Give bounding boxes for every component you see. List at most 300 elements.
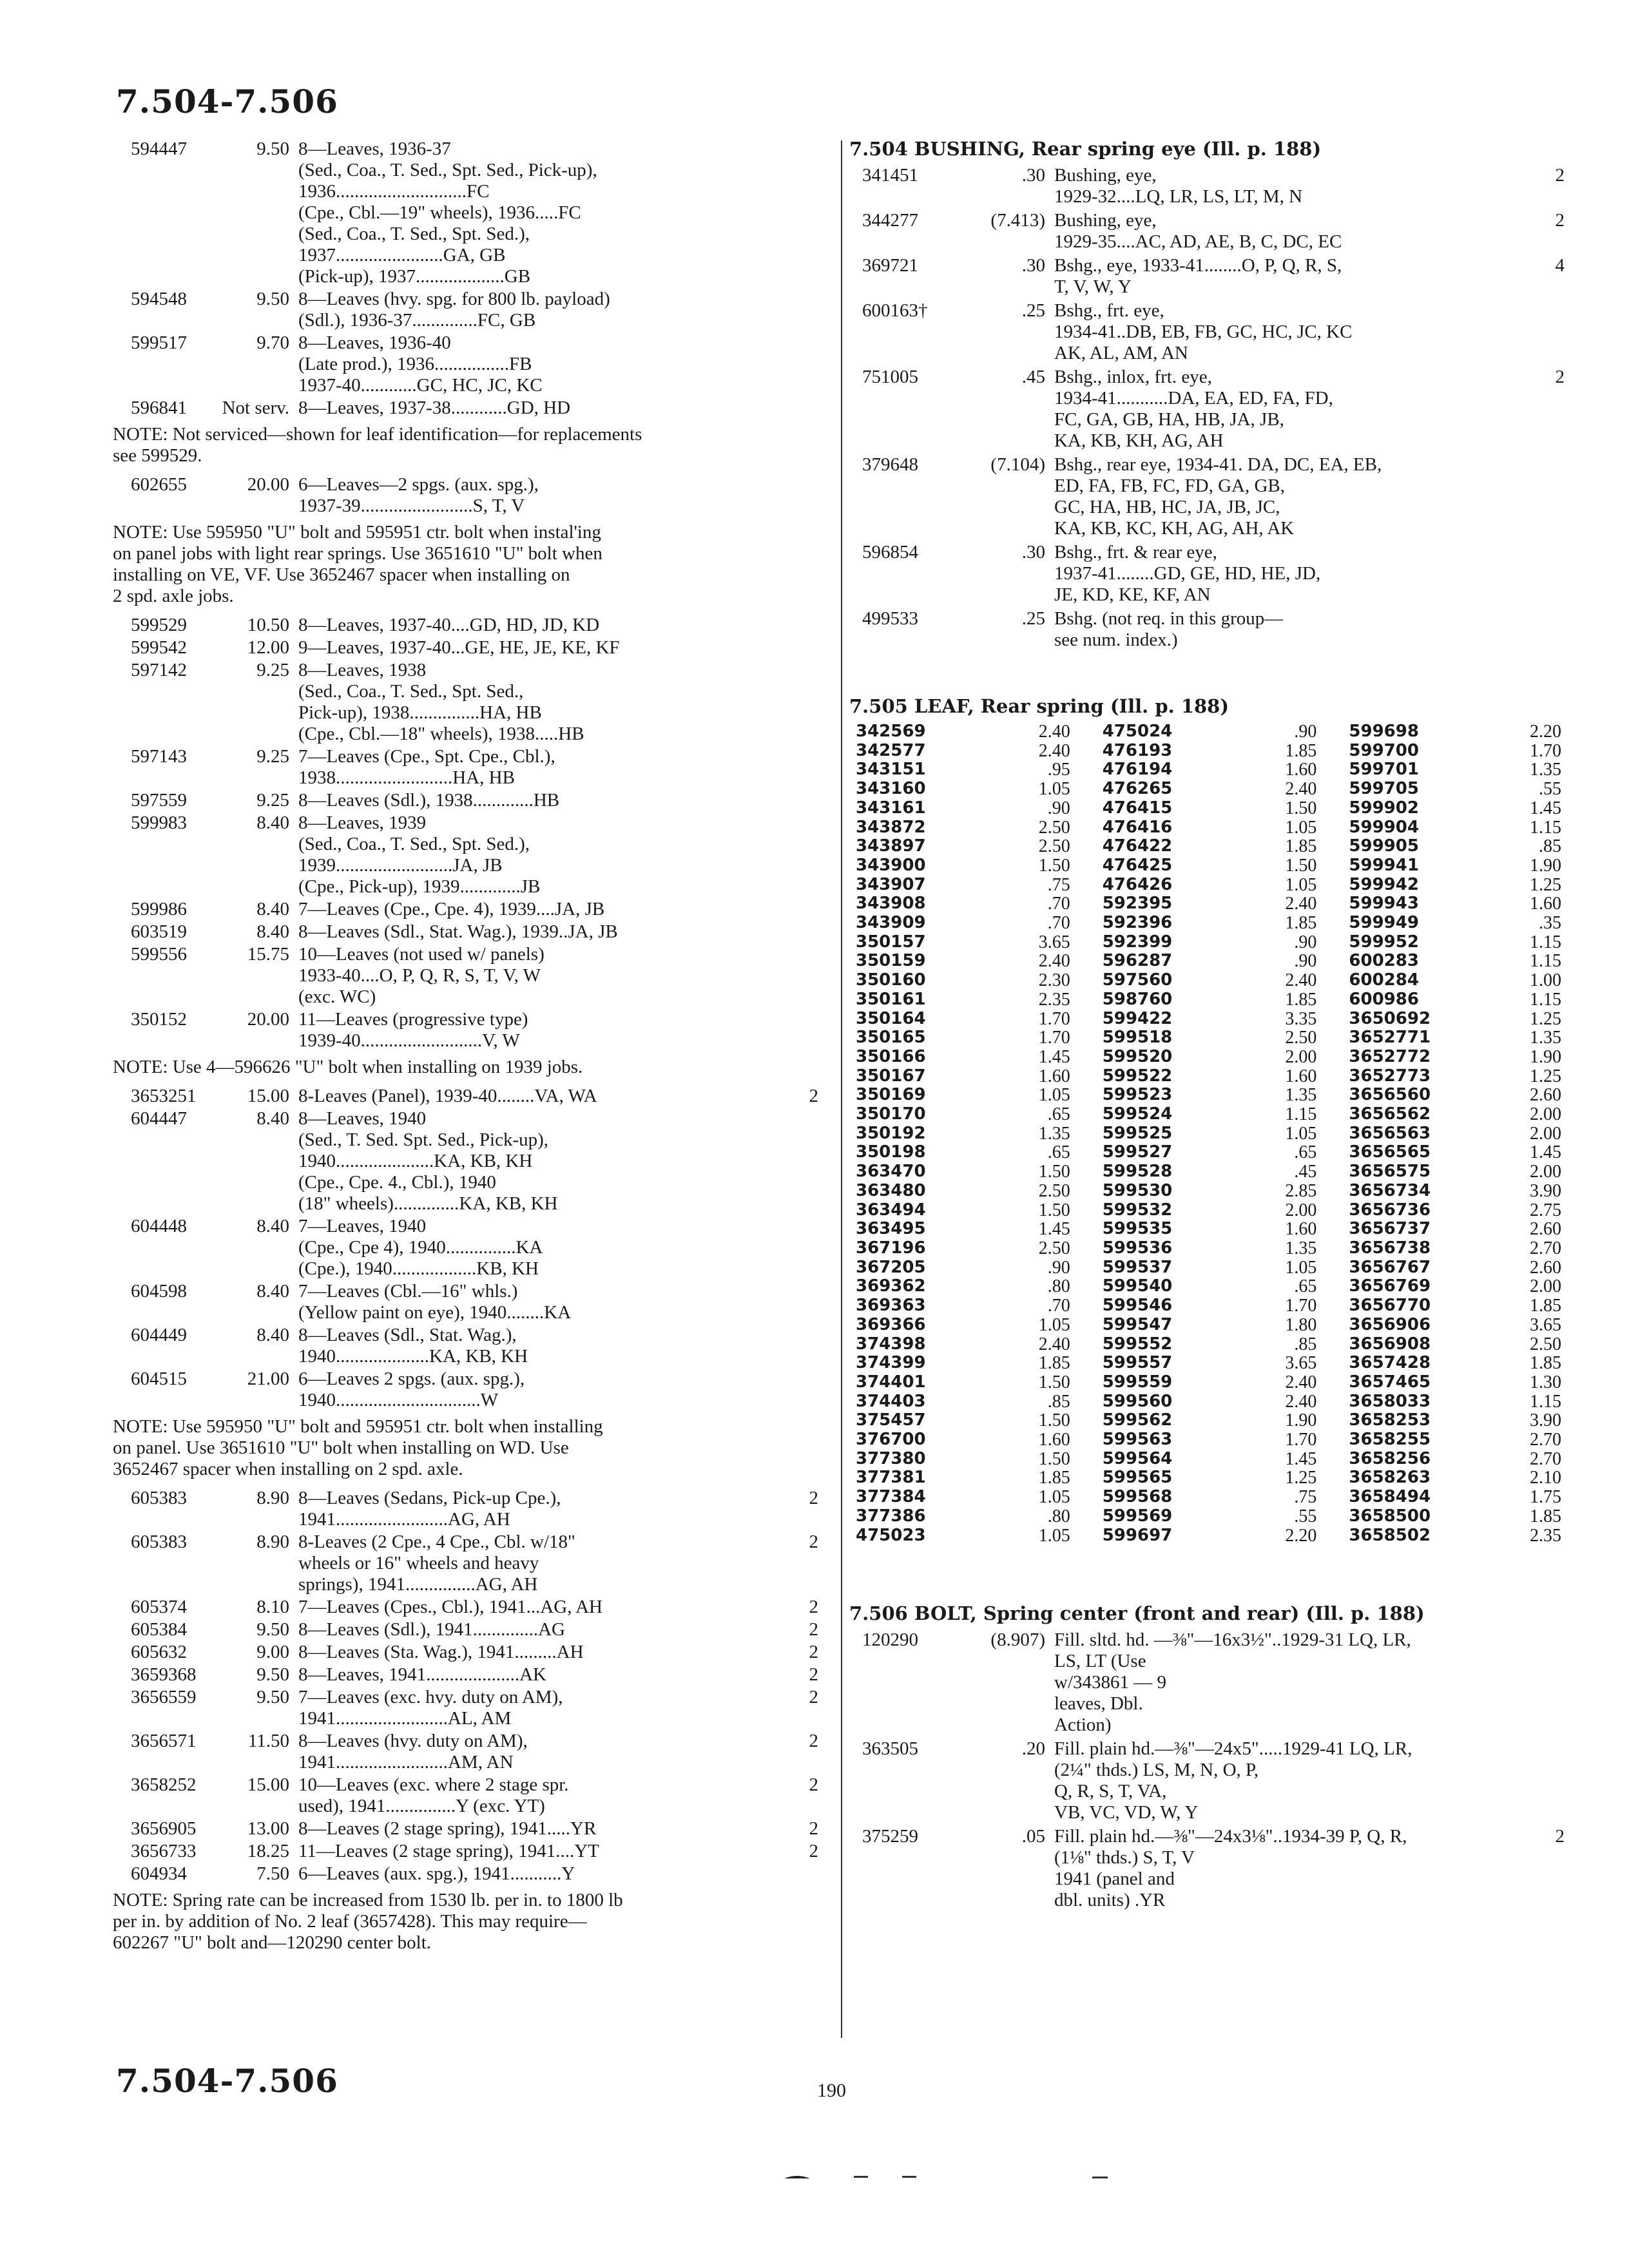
leaf-price: 1.60 <box>1530 894 1561 914</box>
part-price: 11.50 <box>247 1731 289 1751</box>
part-entry <box>113 1687 818 1729</box>
leaf-part-number: 350165 <box>856 1028 926 1048</box>
part-entry <box>113 615 818 636</box>
leaf-price: 2.40 <box>1285 970 1317 991</box>
part-description: 7—Leaves (Cpes., Cbl.), 1941...AG, AH <box>298 1597 603 1617</box>
part-number: 604598 <box>131 1281 187 1302</box>
leaf-part-number: 3652772 <box>1349 1046 1431 1066</box>
table-row <box>856 1028 1561 1048</box>
part-entry <box>113 289 818 331</box>
part-number: 604448 <box>131 1216 187 1236</box>
leaf-part-number: 599557 <box>1102 1353 1173 1373</box>
bushing-list <box>849 165 1565 651</box>
leaf-part-number: 3658255 <box>1349 1430 1431 1450</box>
part-quantity <box>1536 1629 1565 1736</box>
leaf-price: .65 <box>1047 1142 1070 1163</box>
leaf-part-number: 367205 <box>856 1257 926 1277</box>
part-price: 9.50 <box>256 1664 289 1685</box>
part-quantity: 2 <box>809 1619 818 1640</box>
table-row <box>856 1086 1561 1105</box>
leaf-part-number: 592395 <box>1102 894 1173 914</box>
part-number: 369721 <box>862 255 918 276</box>
leaf-price: 2.50 <box>1038 817 1070 838</box>
leaf-part-number: 3656560 <box>1349 1085 1431 1105</box>
leaf-part-number: 377384 <box>856 1487 926 1507</box>
table-row <box>856 952 1561 971</box>
part-price: .25 <box>1021 300 1045 321</box>
leaf-price: .55 <box>1539 779 1561 800</box>
part-entry <box>113 1532 818 1595</box>
part-number: 604447 <box>131 1108 187 1129</box>
part-number: 597142 <box>131 660 187 680</box>
leaf-price: 1.35 <box>1530 1028 1561 1048</box>
part-quantity <box>790 139 818 287</box>
part-price: 9.25 <box>256 790 289 811</box>
part-quantity <box>790 1863 818 1885</box>
leaf-price: 1.25 <box>1530 1066 1561 1086</box>
part-description: 8-Leaves (2 Cpe., 4 Cpe., Cbl. w/18" wheels or 16" wheels and heavy springs), 1941...............AG, AH <box>298 1532 575 1595</box>
part-price: 8.40 <box>256 1108 289 1129</box>
column-divider <box>841 140 842 2038</box>
leaf-part-number: 363470 <box>856 1162 926 1182</box>
leaf-price: 3.65 <box>1285 1353 1317 1374</box>
part-quantity <box>790 746 818 789</box>
part-entry <box>113 660 818 745</box>
part-description: 11—Leaves (progressive type) 1939-40..........................V, W <box>298 1009 528 1051</box>
part-entry <box>113 1664 818 1686</box>
table-row <box>856 933 1561 952</box>
leaf-price: 2.60 <box>1530 1219 1561 1240</box>
part-number: 599983 <box>131 812 187 833</box>
part-number: 499533 <box>862 608 918 629</box>
leaf-price: 1.70 <box>1285 1430 1317 1450</box>
leaf-part-number: 599942 <box>1349 874 1419 894</box>
part-price: .05 <box>1021 1826 1045 1847</box>
part-price: .30 <box>1021 165 1045 186</box>
part-description: 6—Leaves (aux. spg.), 1941...........Y <box>298 1863 575 1884</box>
part-number: 604934 <box>131 1863 187 1884</box>
part-quantity <box>790 921 818 943</box>
leaf-price: 3.65 <box>1038 932 1070 952</box>
leaf-price: 2.40 <box>1038 951 1070 972</box>
table-row <box>856 1201 1561 1220</box>
section-heading-bolt: 7.506 BOLT, Spring center (front and rear) (Ill. p. 188) <box>849 1602 1425 1625</box>
leaf-part-number: 350169 <box>856 1085 926 1105</box>
part-number: 605383 <box>131 1488 187 1508</box>
part-price: (7.413) <box>990 210 1045 231</box>
leaf-price: .85 <box>1294 1334 1317 1354</box>
leaf-price: 1.05 <box>1038 1525 1070 1546</box>
leaf-part-number: 343872 <box>856 817 926 837</box>
leaf-part-number: 343900 <box>856 855 926 875</box>
leaf-price: 2.85 <box>1285 1180 1317 1201</box>
leaf-part-number: 369366 <box>856 1314 926 1334</box>
part-entry <box>113 1642 818 1663</box>
leaf-part-number: 599537 <box>1102 1257 1173 1277</box>
leaf-part-number: 476422 <box>1102 836 1173 856</box>
table-row <box>856 1526 1561 1546</box>
part-entry <box>849 367 1565 452</box>
leaf-part-number: 3656734 <box>1349 1180 1431 1200</box>
table-row <box>856 1182 1561 1201</box>
leaf-part-number: 343151 <box>856 760 926 780</box>
leaf-price: 1.05 <box>1038 779 1070 800</box>
part-quantity: 2 <box>809 1818 818 1839</box>
leaf-price: 1.60 <box>1285 1219 1317 1240</box>
table-row <box>856 1296 1561 1316</box>
part-entry <box>849 1629 1565 1736</box>
leaf-price: .85 <box>1539 836 1561 857</box>
leaf-price: 2.60 <box>1530 1257 1561 1278</box>
part-entry <box>113 1216 818 1280</box>
right-column <box>849 139 1565 1914</box>
part-quantity: 2 <box>809 1774 818 1795</box>
leaf-part-number: 475024 <box>1102 722 1173 741</box>
leaf-part-number: 599697 <box>1102 1525 1173 1545</box>
leaf-price: 1.50 <box>1038 1372 1070 1392</box>
part-quantity <box>790 660 818 745</box>
part-quantity: 2 <box>809 1664 818 1685</box>
leaf-part-number: 363480 <box>856 1180 926 1200</box>
leaf-part-number: 599552 <box>1102 1334 1173 1354</box>
leaf-part-number: 599546 <box>1102 1296 1173 1316</box>
leaf-price: 2.70 <box>1530 1238 1561 1258</box>
note-text: NOTE: Use 4—596626 "U" bolt when installing on 1939 jobs. <box>113 1057 583 1077</box>
leaf-part-number: 3657465 <box>1349 1372 1431 1392</box>
leaf-price: 1.35 <box>1285 1085 1317 1106</box>
leaf-price: 1.50 <box>1038 1200 1070 1220</box>
leaf-part-number: 3658500 <box>1349 1506 1431 1526</box>
leaf-part-number: 599547 <box>1102 1314 1173 1334</box>
leaf-part-number: 3658033 <box>1349 1391 1431 1411</box>
part-price: 9.50 <box>256 139 289 159</box>
leaf-part-number: 3658256 <box>1349 1448 1431 1468</box>
part-number: 596854 <box>862 542 918 562</box>
leaf-price: 2.50 <box>1038 1180 1070 1201</box>
part-number: 3656905 <box>131 1818 197 1839</box>
part-quantity <box>1536 300 1565 364</box>
leaf-part-number: 476193 <box>1102 740 1173 760</box>
part-description: Bshg., inlox, frt. eye, 1934-41...........DA, EA, ED, FA, FD, FC, GA, GB, HA, HB, JA, JB, KA, KB, KH, AG, AH <box>1054 367 1333 451</box>
table-row <box>856 1411 1561 1430</box>
part-entry <box>113 139 818 287</box>
part-entry <box>113 790 818 811</box>
table-row <box>856 1162 1561 1182</box>
part-quantity: 2 <box>809 1687 818 1707</box>
part-description: 8—Leaves (2 stage spring), 1941.....YR <box>298 1818 597 1839</box>
leaf-price: 1.85 <box>1285 989 1317 1010</box>
leaf-part-number: 599518 <box>1102 1028 1173 1048</box>
leaf-price: 2.00 <box>1530 1104 1561 1125</box>
part-number: 599517 <box>131 332 187 353</box>
leaf-part-number: 374399 <box>856 1353 926 1373</box>
leaf-price: 1.45 <box>1038 1046 1070 1067</box>
part-quantity: 2 <box>809 1488 818 1508</box>
leaf-price: 1.15 <box>1530 817 1561 838</box>
part-number: 341451 <box>862 165 918 186</box>
leaf-price: 1.85 <box>1530 1296 1561 1316</box>
part-quantity <box>790 812 818 898</box>
leaf-price: 1.50 <box>1285 855 1317 876</box>
leaf-part-number: 599525 <box>1102 1123 1173 1143</box>
leaf-price: 2.00 <box>1530 1162 1561 1182</box>
part-price: 9.25 <box>256 746 289 767</box>
leaf-price: 1.80 <box>1285 1314 1317 1335</box>
part-entry <box>113 1108 818 1215</box>
part-quantity: 2 <box>809 1086 818 1106</box>
part-price: 8.40 <box>256 899 289 919</box>
part-number: 594548 <box>131 289 187 309</box>
part-price: (8.907) <box>990 1629 1045 1651</box>
part-entry <box>849 300 1565 364</box>
part-number: 597559 <box>131 790 187 811</box>
leaf-price: 2.75 <box>1530 1200 1561 1220</box>
leaf-part-number: 3656565 <box>1349 1142 1431 1162</box>
leaf-price: 1.35 <box>1038 1123 1070 1144</box>
table-row <box>856 1239 1561 1258</box>
leaf-part-number: 3652771 <box>1349 1028 1431 1048</box>
part-number: 350152 <box>131 1009 187 1030</box>
part-price: 9.70 <box>256 332 289 353</box>
leaf-price: .90 <box>1294 932 1317 952</box>
part-quantity <box>790 1325 818 1367</box>
leaf-price-table <box>856 722 1561 1545</box>
part-entry <box>849 542 1565 606</box>
table-row <box>856 1507 1561 1526</box>
leaf-part-number: 592399 <box>1102 932 1173 952</box>
part-quantity: 2 <box>809 1532 818 1552</box>
part-number: 604449 <box>131 1325 187 1345</box>
part-quantity: 4 <box>1555 255 1565 276</box>
part-entry <box>113 944 818 1008</box>
leaf-price: 1.00 <box>1530 970 1561 991</box>
leaf-part-number: 343907 <box>856 874 926 894</box>
part-description: Bshg., frt. & rear eye, 1937-41........GD, GE, HD, HE, JD, JE, KD, KE, KF, AN <box>1054 542 1321 605</box>
bolt-list <box>849 1629 1565 1911</box>
leaf-part-number: 3656563 <box>1349 1123 1431 1143</box>
leaf-price: 1.30 <box>1530 1372 1561 1392</box>
leaf-part-number: 3652773 <box>1349 1066 1431 1086</box>
leaf-price: 1.05 <box>1285 1123 1317 1144</box>
part-description: 10—Leaves (exc. where 2 stage spr. used), 1941...............Y (exc. YT) <box>298 1774 569 1816</box>
leaf-part-number: 476415 <box>1102 798 1173 818</box>
part-quantity <box>790 899 818 920</box>
note-text: NOTE: Not serviced—shown for leaf identification—for replacements see 599529. <box>113 424 642 466</box>
part-entry <box>113 332 818 396</box>
leaf-part-number: 599943 <box>1349 894 1419 914</box>
part-quantity <box>790 332 818 396</box>
leaf-part-number: 3658253 <box>1349 1410 1431 1430</box>
leaf-part-number: 599949 <box>1349 913 1419 933</box>
leaf-price: 2.50 <box>1285 1028 1317 1048</box>
leaf-price: 1.50 <box>1285 798 1317 818</box>
note-text: NOTE: Use 595950 "U" bolt and 595951 ctr. bolt when instal'ing on panel jobs with light rear springs. Use 3651610 "U" bolt when installing on VE, VF. Use 3652467 spacer when installing on 2 spd. axle jobs. <box>113 522 602 606</box>
part-description: 8—Leaves (Sta. Wag.), 1941.........AH <box>298 1642 584 1662</box>
leaf-part-number: 599902 <box>1349 798 1419 818</box>
leaf-part-number: 3658502 <box>1349 1525 1431 1545</box>
part-number: 599556 <box>131 944 187 965</box>
leaf-part-number: 476194 <box>1102 760 1173 780</box>
part-entry <box>113 1281 818 1323</box>
part-price: 12.00 <box>247 637 289 658</box>
leaf-part-number: 343161 <box>856 798 926 818</box>
leaf-price: 1.90 <box>1530 1046 1561 1067</box>
leaf-price: .95 <box>1047 760 1070 780</box>
leaf-price: 1.50 <box>1038 1448 1070 1469</box>
part-entry <box>113 1597 818 1618</box>
part-entry <box>113 1619 818 1640</box>
leaf-price: .90 <box>1294 951 1317 972</box>
part-price: 8.90 <box>256 1488 289 1508</box>
leaf-part-number: 375457 <box>856 1410 926 1430</box>
part-entry <box>113 1818 818 1840</box>
leaf-part-number: 599535 <box>1102 1219 1173 1239</box>
part-entry <box>849 1738 1565 1823</box>
part-entry <box>113 1488 818 1530</box>
table-row <box>856 1335 1561 1354</box>
leaf-price: 2.00 <box>1530 1276 1561 1297</box>
left-column <box>113 139 818 1961</box>
part-quantity <box>790 1281 818 1323</box>
part-description: 8—Leaves (Sdl., Stat. Wag.), 1939..JA, JB <box>298 921 618 942</box>
leaf-price: 3.90 <box>1530 1180 1561 1201</box>
leaf-price: 2.40 <box>1285 779 1317 800</box>
leaf-price: 1.05 <box>1285 874 1317 895</box>
leaf-price: 1.50 <box>1038 855 1070 876</box>
part-number: 596841 <box>131 398 187 418</box>
table-row <box>856 818 1561 838</box>
part-number: 605632 <box>131 1642 187 1662</box>
part-number: 602655 <box>131 474 187 495</box>
leaf-part-number: 597560 <box>1102 970 1173 990</box>
part-entry <box>113 398 818 419</box>
leaf-price: 1.25 <box>1285 1468 1317 1488</box>
leaf-part-number: 599530 <box>1102 1180 1173 1200</box>
part-number: 375259 <box>862 1826 918 1847</box>
leaf-price: .85 <box>1047 1391 1070 1412</box>
part-entry <box>113 1731 818 1773</box>
leaf-price: 2.30 <box>1038 970 1070 991</box>
part-quantity <box>790 637 818 658</box>
leaf-part-number: 350167 <box>856 1066 926 1086</box>
leaf-price: 2.50 <box>1038 836 1070 857</box>
table-row <box>856 1124 1561 1144</box>
leaf-part-number: 476416 <box>1102 817 1173 837</box>
leaf-price: 1.35 <box>1530 760 1561 780</box>
part-quantity: 2 <box>1555 367 1565 387</box>
leaf-price: 1.90 <box>1530 855 1561 876</box>
part-description: 7—Leaves (exc. hvy. duty on AM), 1941........................AL, AM <box>298 1687 563 1729</box>
leaf-part-number: 599564 <box>1102 1448 1173 1468</box>
leaf-part-number: 3656562 <box>1349 1104 1431 1124</box>
leaf-price: 1.15 <box>1530 989 1561 1010</box>
part-entry <box>849 608 1565 651</box>
table-row <box>856 722 1561 742</box>
part-number: 605384 <box>131 1619 187 1640</box>
leaf-price: 1.60 <box>1038 1066 1070 1086</box>
page-footer: 7.504-7.506 <box>116 2062 338 2100</box>
leaf-price: .90 <box>1047 798 1070 818</box>
section-heading-bushing: 7.504 BUSHING, Rear spring eye (Ill. p. 188) <box>849 138 1322 160</box>
leaf-part-number: 377381 <box>856 1468 926 1488</box>
leaf-price: 1.25 <box>1530 874 1561 895</box>
leaf-part-number: 342577 <box>856 740 926 760</box>
leaf-price: 2.50 <box>1038 1238 1070 1258</box>
table-row <box>856 1392 1561 1412</box>
part-number: 3653251 <box>131 1086 197 1106</box>
leaf-part-number: 599941 <box>1349 855 1419 875</box>
leaf-price: 2.40 <box>1038 722 1070 742</box>
leaf-price: 2.60 <box>1530 1085 1561 1106</box>
leaf-part-number: 599520 <box>1102 1046 1173 1066</box>
leaf-price: .70 <box>1047 894 1070 914</box>
table-row <box>856 1067 1561 1086</box>
part-number: 594447 <box>131 139 187 159</box>
table-row <box>856 780 1561 799</box>
part-quantity: 2 <box>809 1597 818 1617</box>
leaf-price: 1.05 <box>1285 1257 1317 1278</box>
part-number: 3656571 <box>131 1731 197 1751</box>
leaf-part-number: 363495 <box>856 1219 926 1239</box>
leaf-part-number: 3656737 <box>1349 1219 1431 1239</box>
part-price: .45 <box>1021 367 1045 387</box>
table-row <box>856 876 1561 895</box>
part-price: 7.50 <box>256 1863 289 1884</box>
part-entry <box>849 454 1565 539</box>
leaf-price: 1.85 <box>1285 740 1317 761</box>
table-row <box>856 1220 1561 1239</box>
part-price: 9.50 <box>256 1687 289 1707</box>
leaf-price: .75 <box>1294 1487 1317 1508</box>
leaf-price: 1.60 <box>1285 760 1317 780</box>
leaf-part-number: 350170 <box>856 1104 926 1124</box>
part-description: Fill. sltd. hd. —⅜"—16x3½"..1929-31 LQ, LR, LS, LT (Use w/343861 — 9 leaves, Dbl. Action) <box>1054 1629 1411 1736</box>
part-description: 8—Leaves, 1937-40....GD, HD, JD, KD <box>298 615 600 635</box>
part-number: 344277 <box>862 210 918 231</box>
page-number: 190 <box>817 2080 846 2101</box>
part-description: 8—Leaves, 1940 (Sed., T. Sed. Spt. Sed., Pick-up), 1940.....................KA, KB, KH (Cpe., Cpe. 4., Cbl.), 1940 (18" wheels)..............KA, KB, KH <box>298 1108 558 1214</box>
part-number: 599529 <box>131 615 187 635</box>
part-description: 7—Leaves (Cbl.—16" whls.) (Yellow paint on eye), 1940........KA <box>298 1281 572 1323</box>
leaf-part-number: 599701 <box>1349 760 1419 780</box>
part-description: Bushing, eye, 1929-32....LQ, LR, LS, LT, M, N <box>1054 165 1303 207</box>
part-price: 20.00 <box>247 1009 289 1030</box>
leaf-price: 1.70 <box>1038 1008 1070 1029</box>
leaf-price: .65 <box>1294 1276 1317 1297</box>
leaf-part-number: 596287 <box>1102 951 1173 971</box>
leaf-part-number: 3657428 <box>1349 1353 1431 1373</box>
part-number: 379648 <box>862 454 918 475</box>
part-number: 605374 <box>131 1597 187 1617</box>
table-row <box>856 760 1561 780</box>
part-quantity <box>1536 1738 1565 1823</box>
part-quantity: 2 <box>809 1642 818 1662</box>
leaf-part-number: 350160 <box>856 970 926 990</box>
part-price: 8.40 <box>256 1325 289 1345</box>
leaf-price: 1.85 <box>1285 836 1317 857</box>
leaf-part-number: 599698 <box>1349 722 1419 741</box>
leaf-part-number: 599528 <box>1102 1162 1173 1182</box>
part-price: 13.00 <box>247 1818 289 1839</box>
leaf-part-number: 599565 <box>1102 1468 1173 1488</box>
leaf-price: 1.70 <box>1038 1028 1070 1048</box>
leaf-part-number: 374398 <box>856 1334 926 1354</box>
leaf-part-number: 369362 <box>856 1276 926 1296</box>
leaf-part-number: 592396 <box>1102 913 1173 933</box>
leaf-price: 2.40 <box>1285 1391 1317 1412</box>
table-row <box>856 742 1561 761</box>
leaf-price: 3.35 <box>1285 1008 1317 1029</box>
